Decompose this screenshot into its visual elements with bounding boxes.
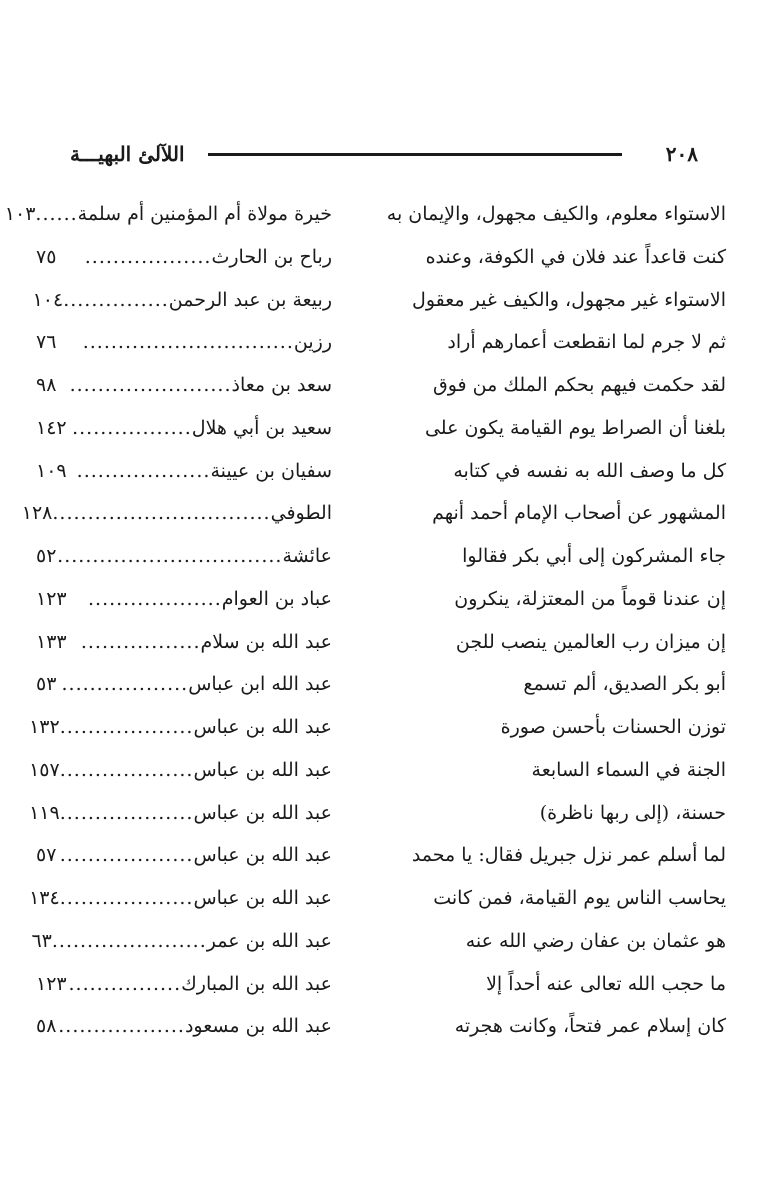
page-reference: ١٥٧	[29, 758, 60, 781]
narrator-name: عبد الله بن مسعود	[184, 1015, 332, 1038]
phrase-line: المشهور عن أصحاب الإمام أحمد أنهم	[432, 502, 726, 525]
phrase-line: ثم لا جرم لما انقطعت أعمارهم أراد	[447, 331, 726, 354]
index-entry	[29, 881, 332, 924]
index-entry	[36, 368, 332, 411]
phrase-line: كنت قاعداً عند فلان في الكوفة، وعنده	[425, 245, 726, 268]
narrator-name: سعد بن معاذ	[231, 374, 332, 396]
phrase-line: إن ميزان رب العالمين ينصب للجن	[455, 630, 726, 653]
leader-dots: ................................	[57, 545, 283, 567]
narrator-name: عبد الله بن عمر	[206, 929, 332, 952]
index-entry	[36, 582, 332, 625]
page-reference: ١٢٨	[21, 502, 53, 525]
page-reference: ١٣٤	[29, 887, 60, 909]
phrase-line: يحاسب الناس يوم القيامة، فمن كانت	[433, 887, 726, 909]
leader-dots: ...................	[59, 887, 194, 909]
leader-dots: ...................	[59, 801, 194, 824]
leader-dots: ......................	[51, 929, 207, 952]
phrase-line: أبو بكر الصديق، ألم تسمع	[523, 673, 726, 696]
index-entry	[29, 753, 332, 796]
leader-dots: ..................	[58, 1015, 185, 1038]
narrator-name: رزين	[293, 331, 332, 354]
page-reference: ٧٥	[36, 245, 57, 268]
phrase-line: حسنة، (إلى ربها ناظرة)	[539, 801, 726, 824]
header-rule	[208, 153, 622, 156]
narrator-name: عبد الله بن عباس	[193, 801, 332, 824]
narrator-name: عبد الله بن عباس	[193, 887, 332, 909]
index-entry	[36, 240, 332, 283]
page-header	[30, 140, 730, 174]
narrator-name: عائشة	[282, 545, 332, 567]
leader-dots: ......	[35, 203, 78, 225]
narrator-name: الطوفي	[270, 502, 332, 525]
index-entry	[36, 539, 332, 582]
leader-dots: ..............................	[82, 331, 294, 354]
page-reference: ٥٢	[36, 545, 57, 567]
page-reference: ٩٨	[36, 374, 57, 396]
phrase-line: جاء المشركون إلى أبي بكر فقالوا	[462, 545, 726, 567]
index-entry	[31, 924, 332, 967]
phrase-line: لقد حكمت فيهم بحكم الملك من فوق	[432, 374, 726, 396]
index-entry	[36, 325, 332, 368]
leader-dots: ...............	[63, 288, 169, 311]
page-reference: ١٠٤	[32, 288, 64, 311]
index-entry	[29, 710, 332, 753]
phrase-line: كان إسلام عمر فتحاً، وكانت هجرته	[454, 1015, 726, 1038]
narrator-name: سعيد بن أبي هلال	[191, 416, 332, 439]
index-entry	[29, 796, 332, 839]
narrator-name: عبد الله بن سلام	[200, 630, 332, 653]
leader-dots: .................	[80, 630, 201, 653]
page-reference: ١١٩	[29, 801, 60, 824]
page-reference: ١٠٩	[36, 459, 67, 482]
narrator-name: عبد الله بن عباس	[193, 716, 332, 738]
phrase-line: الجنة في السماء السابعة	[531, 758, 726, 781]
page-reference: ٥٨	[36, 1015, 57, 1038]
phrase-line: هو عثمان بن عفان رضي الله عنه	[465, 929, 726, 952]
narrator-name: عبد الله بن المبارك	[181, 972, 332, 995]
phrase-line: الاستواء معلوم، والكيف مجهول، والإيمان به	[386, 203, 726, 225]
narrator-name: عبد الله ابن عباس	[188, 673, 332, 696]
phrase-line: بلغنا أن الصراط يوم القيامة يكون على	[424, 416, 726, 439]
leader-dots: ...................	[59, 758, 194, 781]
page-reference: ١٠٣	[4, 203, 36, 225]
phrase-line: كل ما وصف الله به نفسه في كتابه	[453, 459, 726, 482]
page-reference: ١٢٣	[36, 972, 67, 995]
opening-phrases-column	[386, 197, 726, 1052]
leader-dots: ...................	[59, 844, 194, 867]
index-entry	[36, 454, 332, 497]
page-reference: ١٢٣	[36, 587, 67, 610]
page-reference: ١٣٣	[36, 630, 67, 653]
narrator-name: عبد الله بن عباس	[193, 844, 332, 867]
narrator-name: رباح بن الحارث	[211, 245, 332, 268]
phrase-line: لما أسلم عمر نزل جبريل فقال: يا محمد	[411, 844, 726, 867]
narrator-name: عباد بن العوام	[221, 587, 332, 610]
phrase-line: إن عندنا قوماً من المعتزلة، ينكرون	[454, 587, 726, 610]
narrator-name: ربيعة بن عبد الرحمن	[168, 288, 332, 311]
leader-dots: ...............................	[52, 502, 271, 525]
narrator-name: سفيان بن عيينة	[210, 459, 332, 482]
index-entry	[36, 411, 332, 454]
page-number: ٢٠٨	[665, 142, 698, 166]
leader-dots: ..................	[84, 245, 212, 268]
page-reference: ٥٧	[36, 844, 57, 867]
index-entry	[21, 496, 332, 539]
running-title: اللآلئ البهيـــة	[70, 142, 185, 166]
narrator-name: خيرة مولاة أم المؤمنين أم سلمة	[77, 203, 332, 225]
page-reference: ٥٣	[36, 673, 57, 696]
leader-dots: .......................	[69, 374, 232, 396]
page-reference: ١٤٢	[36, 416, 67, 439]
narrators-index-column	[4, 197, 332, 1052]
leader-dots: ..................	[61, 673, 189, 696]
index-entry	[36, 838, 332, 881]
page-reference: ٧٦	[36, 331, 57, 354]
index-entry	[36, 1009, 332, 1052]
index-entry	[32, 283, 332, 326]
leader-dots: ................	[68, 972, 182, 995]
page-reference: ٦٣	[31, 929, 52, 952]
phrase-line: الاستواء غير مجهول، والكيف غير معقول	[412, 288, 726, 311]
index-entry	[4, 197, 332, 240]
phrase-line: ما حجب الله تعالى عنه أحداً إلا	[486, 972, 726, 995]
phrase-line: توزن الحسنات بأحسن صورة	[500, 716, 726, 738]
narrator-name: عبد الله بن عباس	[193, 758, 332, 781]
index-entry	[36, 667, 332, 710]
leader-dots: ...................	[59, 716, 194, 738]
leader-dots: .................	[72, 416, 192, 439]
leader-dots: ...................	[87, 587, 222, 610]
index-entry	[36, 625, 332, 668]
leader-dots: ...................	[76, 459, 211, 482]
page-reference: ١٣٢	[29, 716, 60, 738]
index-entry	[36, 967, 332, 1010]
